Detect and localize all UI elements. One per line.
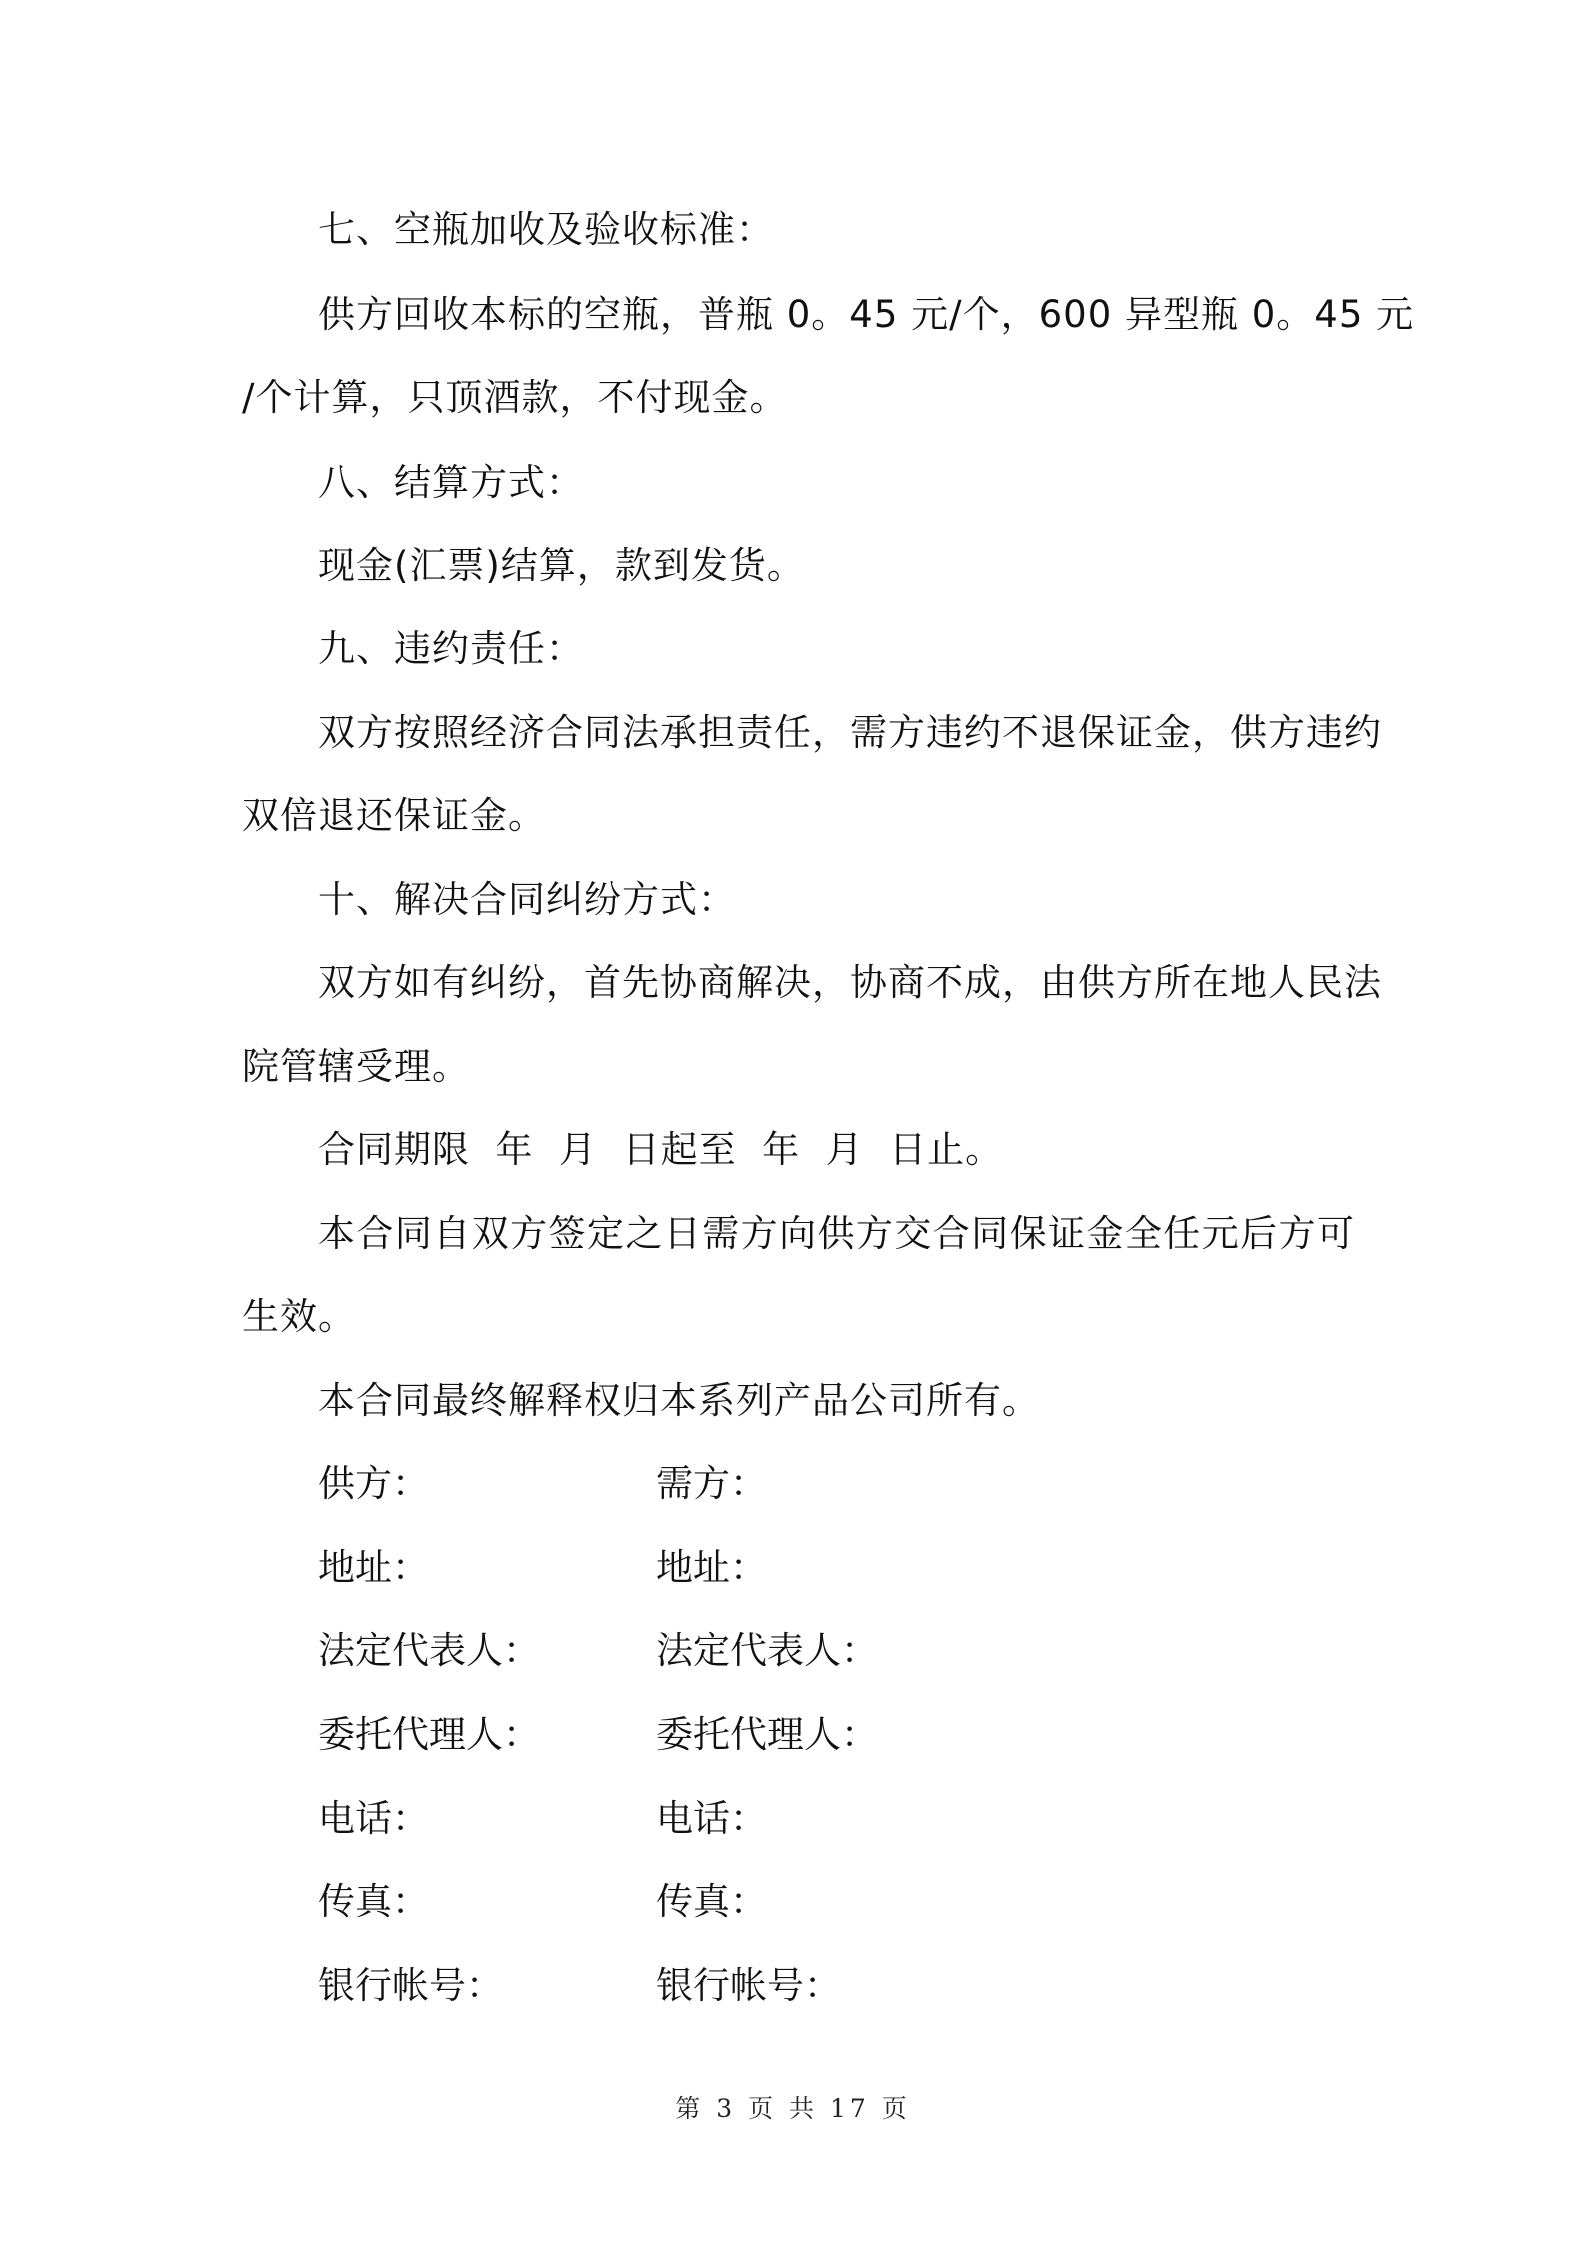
supplier-legal-rep-label: 法定代表人： <box>318 1629 540 1672</box>
buyer-fax-label: 传真： <box>656 1880 767 1923</box>
buyer-bank-account-label: 银行帐号： <box>656 1964 841 2007</box>
section-9-text-line-1: 双方按照经济合同法承担责任，需方违约不退保证金，供方违约 <box>318 711 1382 754</box>
supplier-fax-label: 传真： <box>318 1880 429 1923</box>
section-7-text-line-2: /个计算，只顶酒款，不付现金。 <box>242 376 788 419</box>
section-7-text-line-1: 供方回收本标的空瓶，普瓶 0。45 元/个，600 异型瓶 0。45 元 <box>318 293 1415 336</box>
contract-term: 合同期限 年 月 日起至 年 月 日止。 <box>318 1128 1004 1171</box>
buyer-label: 需方： <box>656 1462 767 1505</box>
supplier-bank-account-label: 银行帐号： <box>318 1964 503 2007</box>
effect-clause-line-1: 本合同自双方签定之日需方向供方交合同保证金全任元后方可 <box>318 1212 1355 1255</box>
supplier-phone-label: 电话： <box>318 1797 429 1840</box>
section-8-text: 现金(汇票)结算，款到发货。 <box>318 544 805 587</box>
buyer-agent-label: 委托代理人： <box>656 1713 878 1756</box>
section-9-heading: 九、违约责任： <box>318 627 584 670</box>
section-10-text-line-2: 院管辖受理。 <box>242 1045 470 1088</box>
section-7-heading: 七、空瓶加收及验收标准： <box>318 208 774 251</box>
section-8-heading: 八、结算方式： <box>318 461 584 504</box>
section-10-heading: 十、解决合同纠纷方式： <box>318 878 736 921</box>
supplier-address-label: 地址： <box>318 1546 429 1589</box>
supplier-agent-label: 委托代理人： <box>318 1713 540 1756</box>
buyer-legal-rep-label: 法定代表人： <box>656 1629 878 1672</box>
section-9-text-line-2: 双倍退还保证金。 <box>242 794 546 837</box>
page-footer: 第 3 页 共 17 页 <box>675 2094 911 2123</box>
buyer-address-label: 地址： <box>656 1546 767 1589</box>
supplier-label: 供方： <box>318 1462 429 1505</box>
section-10-text-line-1: 双方如有纠纷，首先协商解决，协商不成，由供方所在地人民法 <box>318 961 1382 1004</box>
effect-clause-line-2: 生效。 <box>242 1295 356 1338</box>
buyer-phone-label: 电话： <box>656 1797 767 1840</box>
interpretation-clause: 本合同最终解释权归本系列产品公司所有。 <box>318 1379 1040 1422</box>
